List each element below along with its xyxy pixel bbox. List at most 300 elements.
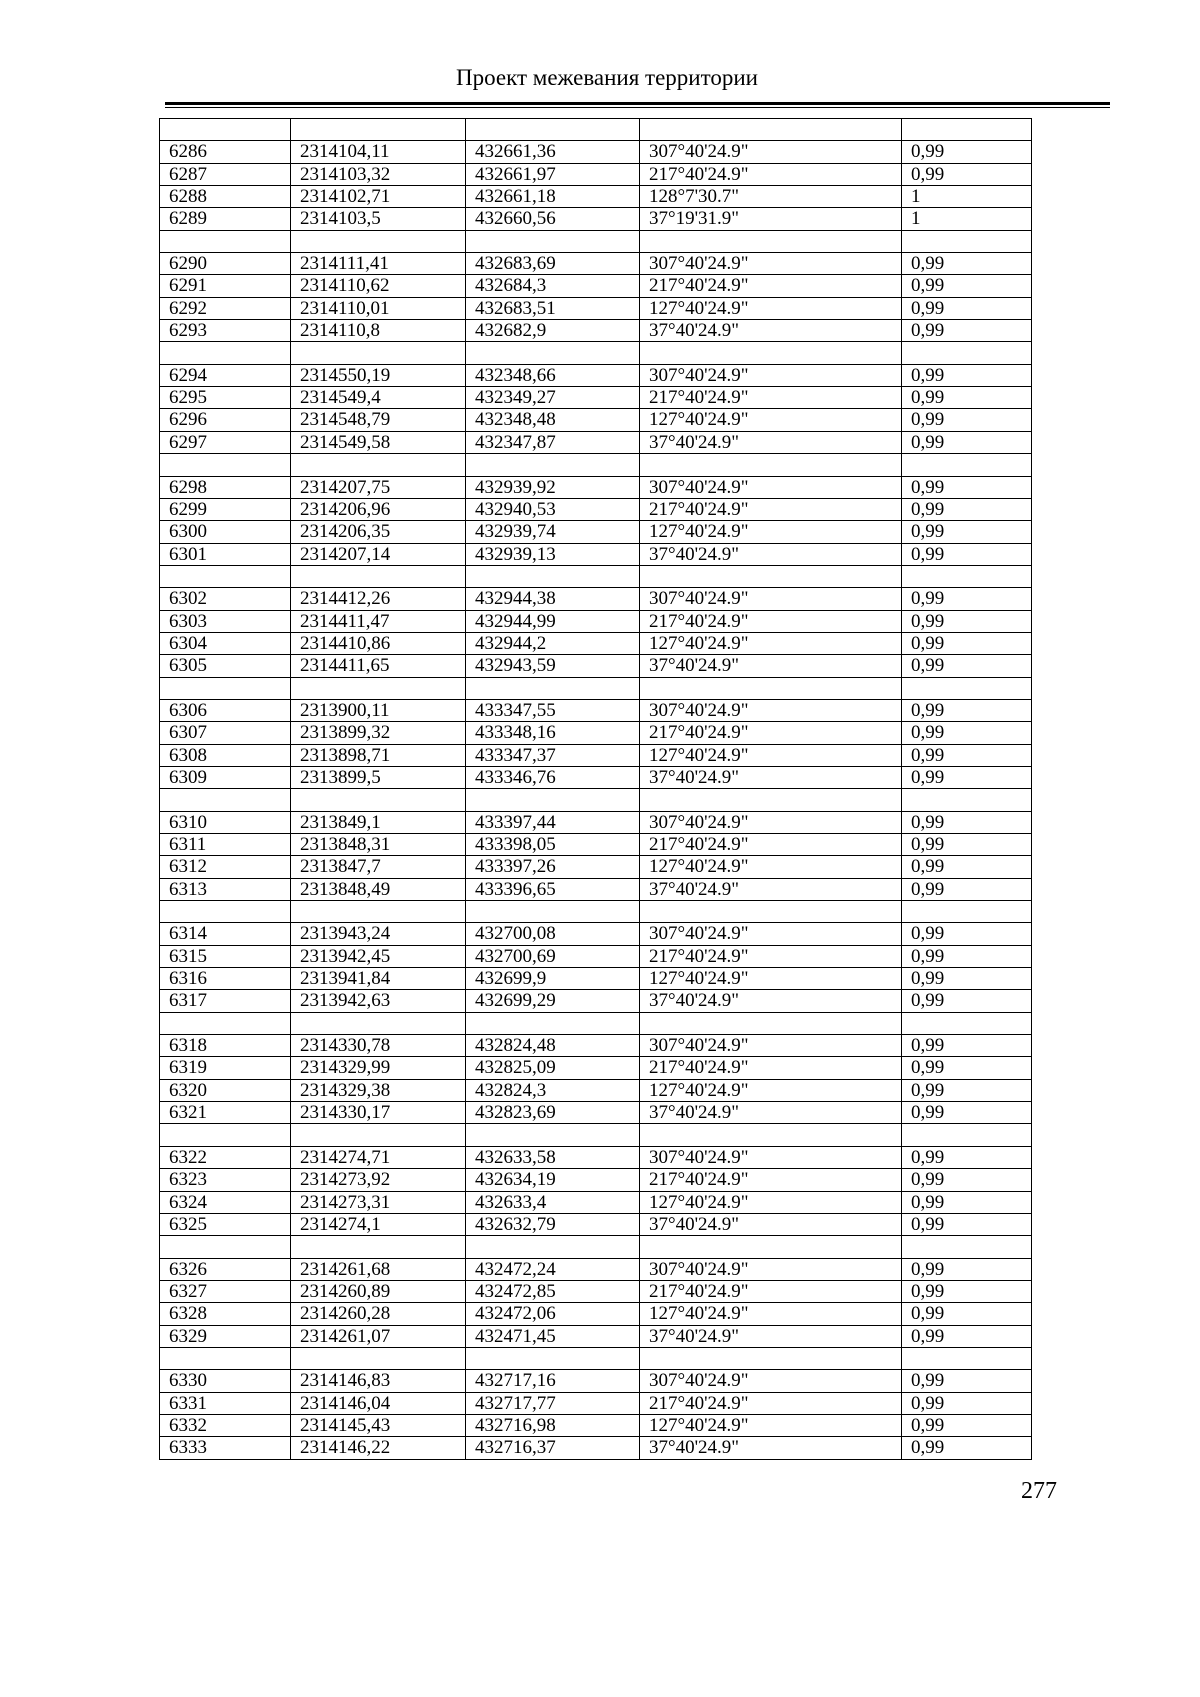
cell-distance: 0,99 (902, 588, 1032, 610)
blank-cell (466, 678, 640, 700)
cell-direction-angle: 127°40'24.9" (640, 968, 902, 990)
blank-cell (160, 231, 291, 253)
cell-direction-angle: 37°40'24.9" (640, 1102, 902, 1124)
cell-distance: 0,99 (902, 275, 1032, 297)
table-row (160, 1214, 1032, 1236)
blank-cell (640, 1236, 902, 1258)
cell-y-coordinate: 432823,69 (466, 1102, 640, 1124)
cell-direction-angle: 127°40'24.9" (640, 298, 902, 320)
blank-cell (291, 566, 466, 588)
blank-cell (160, 789, 291, 811)
cell-x-coordinate: 2313847,7 (291, 856, 466, 878)
cell-point-number: 6323 (160, 1169, 291, 1191)
blank-cell (291, 678, 466, 700)
cell-point-number: 6306 (160, 700, 291, 722)
cell-distance: 0,99 (902, 1057, 1032, 1079)
table-row (160, 387, 1032, 409)
cell-point-number: 6288 (160, 186, 291, 208)
blank-cell (902, 231, 1032, 253)
table-row (160, 1080, 1032, 1102)
cell-x-coordinate: 2314206,96 (291, 499, 466, 521)
cell-y-coordinate: 432824,3 (466, 1080, 640, 1102)
table-row (160, 544, 1032, 566)
cell-x-coordinate: 2314102,71 (291, 186, 466, 208)
cell-y-coordinate: 432699,29 (466, 990, 640, 1012)
table-row (160, 477, 1032, 499)
cell-distance: 0,99 (902, 1102, 1032, 1124)
table-row (160, 1102, 1032, 1124)
cell-direction-angle: 307°40'24.9" (640, 923, 902, 945)
cell-point-number: 6322 (160, 1147, 291, 1169)
table-row (160, 320, 1032, 342)
blank-cell (466, 342, 640, 364)
blank-cell (640, 678, 902, 700)
blank-cell (902, 1348, 1032, 1370)
cell-distance: 0,99 (902, 767, 1032, 789)
cell-point-number: 6325 (160, 1214, 291, 1236)
cell-y-coordinate: 432634,19 (466, 1169, 640, 1191)
cell-x-coordinate: 2314549,58 (291, 432, 466, 454)
table-row (160, 990, 1032, 1012)
cell-distance: 0,99 (902, 320, 1032, 342)
blank-row (160, 901, 1032, 923)
cell-point-number: 6317 (160, 990, 291, 1012)
cell-y-coordinate: 432825,09 (466, 1057, 640, 1079)
blank-cell (291, 454, 466, 476)
cell-distance: 0,99 (902, 834, 1032, 856)
blank-cell (902, 119, 1032, 141)
cell-x-coordinate: 2314110,8 (291, 320, 466, 342)
cell-y-coordinate: 432943,59 (466, 655, 640, 677)
cell-distance: 0,99 (902, 812, 1032, 834)
blank-cell (160, 342, 291, 364)
table-row (160, 499, 1032, 521)
cell-direction-angle: 217°40'24.9" (640, 275, 902, 297)
table-row (160, 253, 1032, 275)
table-row (160, 186, 1032, 208)
table-row (160, 923, 1032, 945)
blank-cell (291, 901, 466, 923)
blank-cell (291, 1348, 466, 1370)
cell-direction-angle: 217°40'24.9" (640, 387, 902, 409)
cell-direction-angle: 307°40'24.9" (640, 141, 902, 163)
coordinates-table (159, 118, 1032, 1460)
cell-direction-angle: 217°40'24.9" (640, 164, 902, 186)
cell-direction-angle: 37°40'24.9" (640, 1214, 902, 1236)
cell-x-coordinate: 2314103,32 (291, 164, 466, 186)
cell-y-coordinate: 433397,26 (466, 856, 640, 878)
cell-x-coordinate: 2314411,47 (291, 611, 466, 633)
cell-point-number: 6333 (160, 1437, 291, 1459)
blank-cell (160, 1348, 291, 1370)
cell-y-coordinate: 432700,08 (466, 923, 640, 945)
table-row (160, 432, 1032, 454)
blank-cell (466, 789, 640, 811)
table-row (160, 700, 1032, 722)
blank-cell (640, 901, 902, 923)
cell-distance: 0,99 (902, 1080, 1032, 1102)
cell-x-coordinate: 2313899,5 (291, 767, 466, 789)
blank-cell (291, 119, 466, 141)
blank-cell (902, 342, 1032, 364)
blank-cell (160, 566, 291, 588)
cell-x-coordinate: 2314260,28 (291, 1303, 466, 1325)
table-row (160, 767, 1032, 789)
cell-direction-angle: 307°40'24.9" (640, 1370, 902, 1392)
blank-cell (640, 789, 902, 811)
cell-y-coordinate: 432716,37 (466, 1437, 640, 1459)
blank-cell (902, 1236, 1032, 1258)
cell-point-number: 6299 (160, 499, 291, 521)
table-row (160, 856, 1032, 878)
cell-point-number: 6286 (160, 141, 291, 163)
cell-x-coordinate: 2314274,71 (291, 1147, 466, 1169)
cell-x-coordinate: 2313899,32 (291, 722, 466, 744)
cell-y-coordinate: 432347,87 (466, 432, 640, 454)
blank-cell (466, 566, 640, 588)
blank-cell (466, 454, 640, 476)
cell-point-number: 6326 (160, 1259, 291, 1281)
cell-distance: 0,99 (902, 141, 1032, 163)
cell-point-number: 6296 (160, 409, 291, 431)
cell-x-coordinate: 2314111,41 (291, 253, 466, 275)
cell-point-number: 6320 (160, 1080, 291, 1102)
blank-cell (160, 119, 291, 141)
table-row (160, 1370, 1032, 1392)
cell-y-coordinate: 432944,99 (466, 611, 640, 633)
blank-cell (160, 1013, 291, 1035)
cell-point-number: 6312 (160, 856, 291, 878)
cell-direction-angle: 307°40'24.9" (640, 365, 902, 387)
blank-cell (466, 1013, 640, 1035)
cell-x-coordinate: 2313941,84 (291, 968, 466, 990)
blank-cell (640, 454, 902, 476)
cell-point-number: 6304 (160, 633, 291, 655)
page-title: Проект межевания территории (456, 65, 758, 90)
cell-point-number: 6301 (160, 544, 291, 566)
table-row (160, 208, 1032, 230)
cell-direction-angle: 307°40'24.9" (640, 1147, 902, 1169)
cell-x-coordinate: 2314549,4 (291, 387, 466, 409)
cell-distance: 0,99 (902, 164, 1032, 186)
cell-direction-angle: 127°40'24.9" (640, 633, 902, 655)
table-row (160, 409, 1032, 431)
cell-direction-angle: 128°7'30.7" (640, 186, 902, 208)
cell-distance: 0,99 (902, 409, 1032, 431)
blank-cell (640, 119, 902, 141)
cell-x-coordinate: 2314206,35 (291, 521, 466, 543)
cell-point-number: 6293 (160, 320, 291, 342)
cell-direction-angle: 307°40'24.9" (640, 253, 902, 275)
cell-direction-angle: 217°40'24.9" (640, 946, 902, 968)
cell-x-coordinate: 2313898,71 (291, 745, 466, 767)
cell-point-number: 6310 (160, 812, 291, 834)
table-row (160, 968, 1032, 990)
cell-direction-angle: 37°40'24.9" (640, 655, 902, 677)
cell-direction-angle: 307°40'24.9" (640, 812, 902, 834)
cell-x-coordinate: 2314410,86 (291, 633, 466, 655)
cell-point-number: 6295 (160, 387, 291, 409)
cell-y-coordinate: 432683,69 (466, 253, 640, 275)
cell-distance: 0,99 (902, 1281, 1032, 1303)
table-row (160, 1057, 1032, 1079)
cell-distance: 0,99 (902, 990, 1032, 1012)
cell-y-coordinate: 432717,16 (466, 1370, 640, 1392)
table-row (160, 1415, 1032, 1437)
cell-point-number: 6318 (160, 1035, 291, 1057)
blank-cell (291, 1236, 466, 1258)
cell-point-number: 6308 (160, 745, 291, 767)
blank-cell (160, 1236, 291, 1258)
cell-distance: 0,99 (902, 521, 1032, 543)
cell-point-number: 6313 (160, 879, 291, 901)
cell-point-number: 6294 (160, 365, 291, 387)
cell-y-coordinate: 433398,05 (466, 834, 640, 856)
blank-row (160, 1013, 1032, 1035)
cell-direction-angle: 37°40'24.9" (640, 1326, 902, 1348)
cell-direction-angle: 37°19'31.9" (640, 208, 902, 230)
table-row (160, 365, 1032, 387)
blank-cell (291, 1124, 466, 1146)
blank-cell (466, 1124, 640, 1146)
cell-point-number: 6297 (160, 432, 291, 454)
cell-y-coordinate: 432348,66 (466, 365, 640, 387)
blank-cell (902, 678, 1032, 700)
cell-point-number: 6287 (160, 164, 291, 186)
cell-y-coordinate: 432661,36 (466, 141, 640, 163)
table-row (160, 611, 1032, 633)
cell-distance: 0,99 (902, 365, 1032, 387)
table-row (160, 722, 1032, 744)
cell-distance: 0,99 (902, 544, 1032, 566)
table-row (160, 633, 1032, 655)
cell-x-coordinate: 2314273,31 (291, 1192, 466, 1214)
cell-y-coordinate: 433347,55 (466, 700, 640, 722)
cell-x-coordinate: 2314412,26 (291, 588, 466, 610)
cell-point-number: 6324 (160, 1192, 291, 1214)
cell-y-coordinate: 432472,06 (466, 1303, 640, 1325)
cell-direction-angle: 37°40'24.9" (640, 767, 902, 789)
cell-distance: 0,99 (902, 477, 1032, 499)
table-row (160, 1147, 1032, 1169)
cell-direction-angle: 127°40'24.9" (640, 856, 902, 878)
cell-point-number: 6331 (160, 1393, 291, 1415)
cell-x-coordinate: 2314330,17 (291, 1102, 466, 1124)
cell-direction-angle: 37°40'24.9" (640, 879, 902, 901)
cell-direction-angle: 37°40'24.9" (640, 990, 902, 1012)
cell-distance: 0,99 (902, 700, 1032, 722)
blank-cell (640, 1124, 902, 1146)
cell-x-coordinate: 2313849,1 (291, 812, 466, 834)
cell-direction-angle: 127°40'24.9" (640, 1415, 902, 1437)
blank-cell (466, 119, 640, 141)
blank-cell (291, 342, 466, 364)
cell-direction-angle: 217°40'24.9" (640, 611, 902, 633)
cell-point-number: 6319 (160, 1057, 291, 1079)
table-row (160, 1437, 1032, 1459)
blank-cell (466, 231, 640, 253)
cell-y-coordinate: 432684,3 (466, 275, 640, 297)
cell-y-coordinate: 432700,69 (466, 946, 640, 968)
header-rule-thick (165, 102, 1110, 105)
table-row (160, 1192, 1032, 1214)
blank-cell (640, 566, 902, 588)
cell-distance: 0,99 (902, 655, 1032, 677)
blank-row (160, 231, 1032, 253)
blank-row (160, 789, 1032, 811)
cell-y-coordinate: 432717,77 (466, 1393, 640, 1415)
cell-x-coordinate: 2314548,79 (291, 409, 466, 431)
cell-x-coordinate: 2314207,75 (291, 477, 466, 499)
cell-point-number: 6311 (160, 834, 291, 856)
cell-direction-angle: 127°40'24.9" (640, 1192, 902, 1214)
cell-y-coordinate: 432683,51 (466, 298, 640, 320)
blank-cell (291, 1013, 466, 1035)
table-row (160, 521, 1032, 543)
cell-distance: 0,99 (902, 499, 1032, 521)
blank-cell (160, 1124, 291, 1146)
cell-x-coordinate: 2313900,11 (291, 700, 466, 722)
cell-y-coordinate: 433347,37 (466, 745, 640, 767)
cell-x-coordinate: 2314207,14 (291, 544, 466, 566)
cell-x-coordinate: 2314146,22 (291, 1437, 466, 1459)
cell-y-coordinate: 432824,48 (466, 1035, 640, 1057)
blank-cell (902, 1124, 1032, 1146)
cell-y-coordinate: 432472,85 (466, 1281, 640, 1303)
cell-direction-angle: 217°40'24.9" (640, 1169, 902, 1191)
cell-point-number: 6309 (160, 767, 291, 789)
blank-cell (466, 1348, 640, 1370)
cell-direction-angle: 307°40'24.9" (640, 588, 902, 610)
blank-cell (902, 566, 1032, 588)
cell-distance: 0,99 (902, 1370, 1032, 1392)
cell-direction-angle: 127°40'24.9" (640, 409, 902, 431)
cell-point-number: 6290 (160, 253, 291, 275)
blank-row (160, 1124, 1032, 1146)
cell-distance: 0,99 (902, 1437, 1032, 1459)
cell-x-coordinate: 2314145,43 (291, 1415, 466, 1437)
cell-y-coordinate: 433397,44 (466, 812, 640, 834)
blank-cell (160, 901, 291, 923)
cell-y-coordinate: 432632,79 (466, 1214, 640, 1236)
table-row (160, 164, 1032, 186)
cell-x-coordinate: 2314103,5 (291, 208, 466, 230)
blank-row (160, 454, 1032, 476)
cell-y-coordinate: 432682,9 (466, 320, 640, 342)
cell-direction-angle: 127°40'24.9" (640, 1080, 902, 1102)
cell-y-coordinate: 432661,97 (466, 164, 640, 186)
cell-y-coordinate: 432944,2 (466, 633, 640, 655)
cell-distance: 0,99 (902, 1147, 1032, 1169)
cell-x-coordinate: 2314104,11 (291, 141, 466, 163)
blank-cell (902, 1013, 1032, 1035)
cell-point-number: 6314 (160, 923, 291, 945)
blank-row (160, 119, 1032, 141)
table-row (160, 946, 1032, 968)
cell-x-coordinate: 2314261,07 (291, 1326, 466, 1348)
cell-x-coordinate: 2314411,65 (291, 655, 466, 677)
table-row (160, 1393, 1032, 1415)
blank-cell (902, 454, 1032, 476)
blank-cell (160, 454, 291, 476)
cell-distance: 0,99 (902, 432, 1032, 454)
cell-direction-angle: 37°40'24.9" (640, 432, 902, 454)
cell-distance: 0,99 (902, 1169, 1032, 1191)
cell-distance: 0,99 (902, 633, 1032, 655)
table-row (160, 745, 1032, 767)
cell-point-number: 6305 (160, 655, 291, 677)
cell-distance: 0,99 (902, 879, 1032, 901)
cell-x-coordinate: 2314146,04 (291, 1393, 466, 1415)
cell-y-coordinate: 433396,65 (466, 879, 640, 901)
cell-point-number: 6298 (160, 477, 291, 499)
cell-y-coordinate: 432471,45 (466, 1326, 640, 1348)
cell-distance: 0,99 (902, 1415, 1032, 1437)
table-row (160, 141, 1032, 163)
cell-y-coordinate: 432472,24 (466, 1259, 640, 1281)
cell-point-number: 6321 (160, 1102, 291, 1124)
cell-direction-angle: 307°40'24.9" (640, 1259, 902, 1281)
cell-x-coordinate: 2314329,38 (291, 1080, 466, 1102)
cell-y-coordinate: 432939,13 (466, 544, 640, 566)
cell-direction-angle: 307°40'24.9" (640, 700, 902, 722)
table-row (160, 588, 1032, 610)
cell-y-coordinate: 432633,58 (466, 1147, 640, 1169)
blank-cell (291, 231, 466, 253)
cell-x-coordinate: 2313848,31 (291, 834, 466, 856)
cell-direction-angle: 37°40'24.9" (640, 544, 902, 566)
cell-distance: 0,99 (902, 923, 1032, 945)
blank-row (160, 342, 1032, 364)
cell-y-coordinate: 432348,48 (466, 409, 640, 431)
cell-point-number: 6330 (160, 1370, 291, 1392)
cell-point-number: 6327 (160, 1281, 291, 1303)
cell-direction-angle: 37°40'24.9" (640, 320, 902, 342)
page-number: 277 (1021, 1478, 1057, 1504)
cell-distance: 0,99 (902, 722, 1032, 744)
cell-distance: 0,99 (902, 253, 1032, 275)
cell-y-coordinate: 432939,92 (466, 477, 640, 499)
cell-distance: 0,99 (902, 1393, 1032, 1415)
cell-direction-angle: 217°40'24.9" (640, 1393, 902, 1415)
cell-distance: 1 (902, 208, 1032, 230)
cell-x-coordinate: 2313848,49 (291, 879, 466, 901)
cell-x-coordinate: 2314274,1 (291, 1214, 466, 1236)
cell-x-coordinate: 2314329,99 (291, 1057, 466, 1079)
cell-y-coordinate: 432661,18 (466, 186, 640, 208)
cell-x-coordinate: 2313942,45 (291, 946, 466, 968)
cell-direction-angle: 217°40'24.9" (640, 834, 902, 856)
blank-cell (902, 901, 1032, 923)
cell-direction-angle: 127°40'24.9" (640, 1303, 902, 1325)
blank-row (160, 678, 1032, 700)
cell-point-number: 6307 (160, 722, 291, 744)
cell-distance: 1 (902, 186, 1032, 208)
cell-point-number: 6315 (160, 946, 291, 968)
cell-distance: 0,99 (902, 1259, 1032, 1281)
cell-x-coordinate: 2314146,83 (291, 1370, 466, 1392)
blank-cell (160, 678, 291, 700)
table-row (160, 275, 1032, 297)
cell-distance: 0,99 (902, 946, 1032, 968)
cell-distance: 0,99 (902, 298, 1032, 320)
blank-cell (466, 901, 640, 923)
blank-cell (291, 789, 466, 811)
blank-cell (640, 1013, 902, 1035)
cell-direction-angle: 217°40'24.9" (640, 499, 902, 521)
cell-distance: 0,99 (902, 968, 1032, 990)
cell-distance: 0,99 (902, 611, 1032, 633)
